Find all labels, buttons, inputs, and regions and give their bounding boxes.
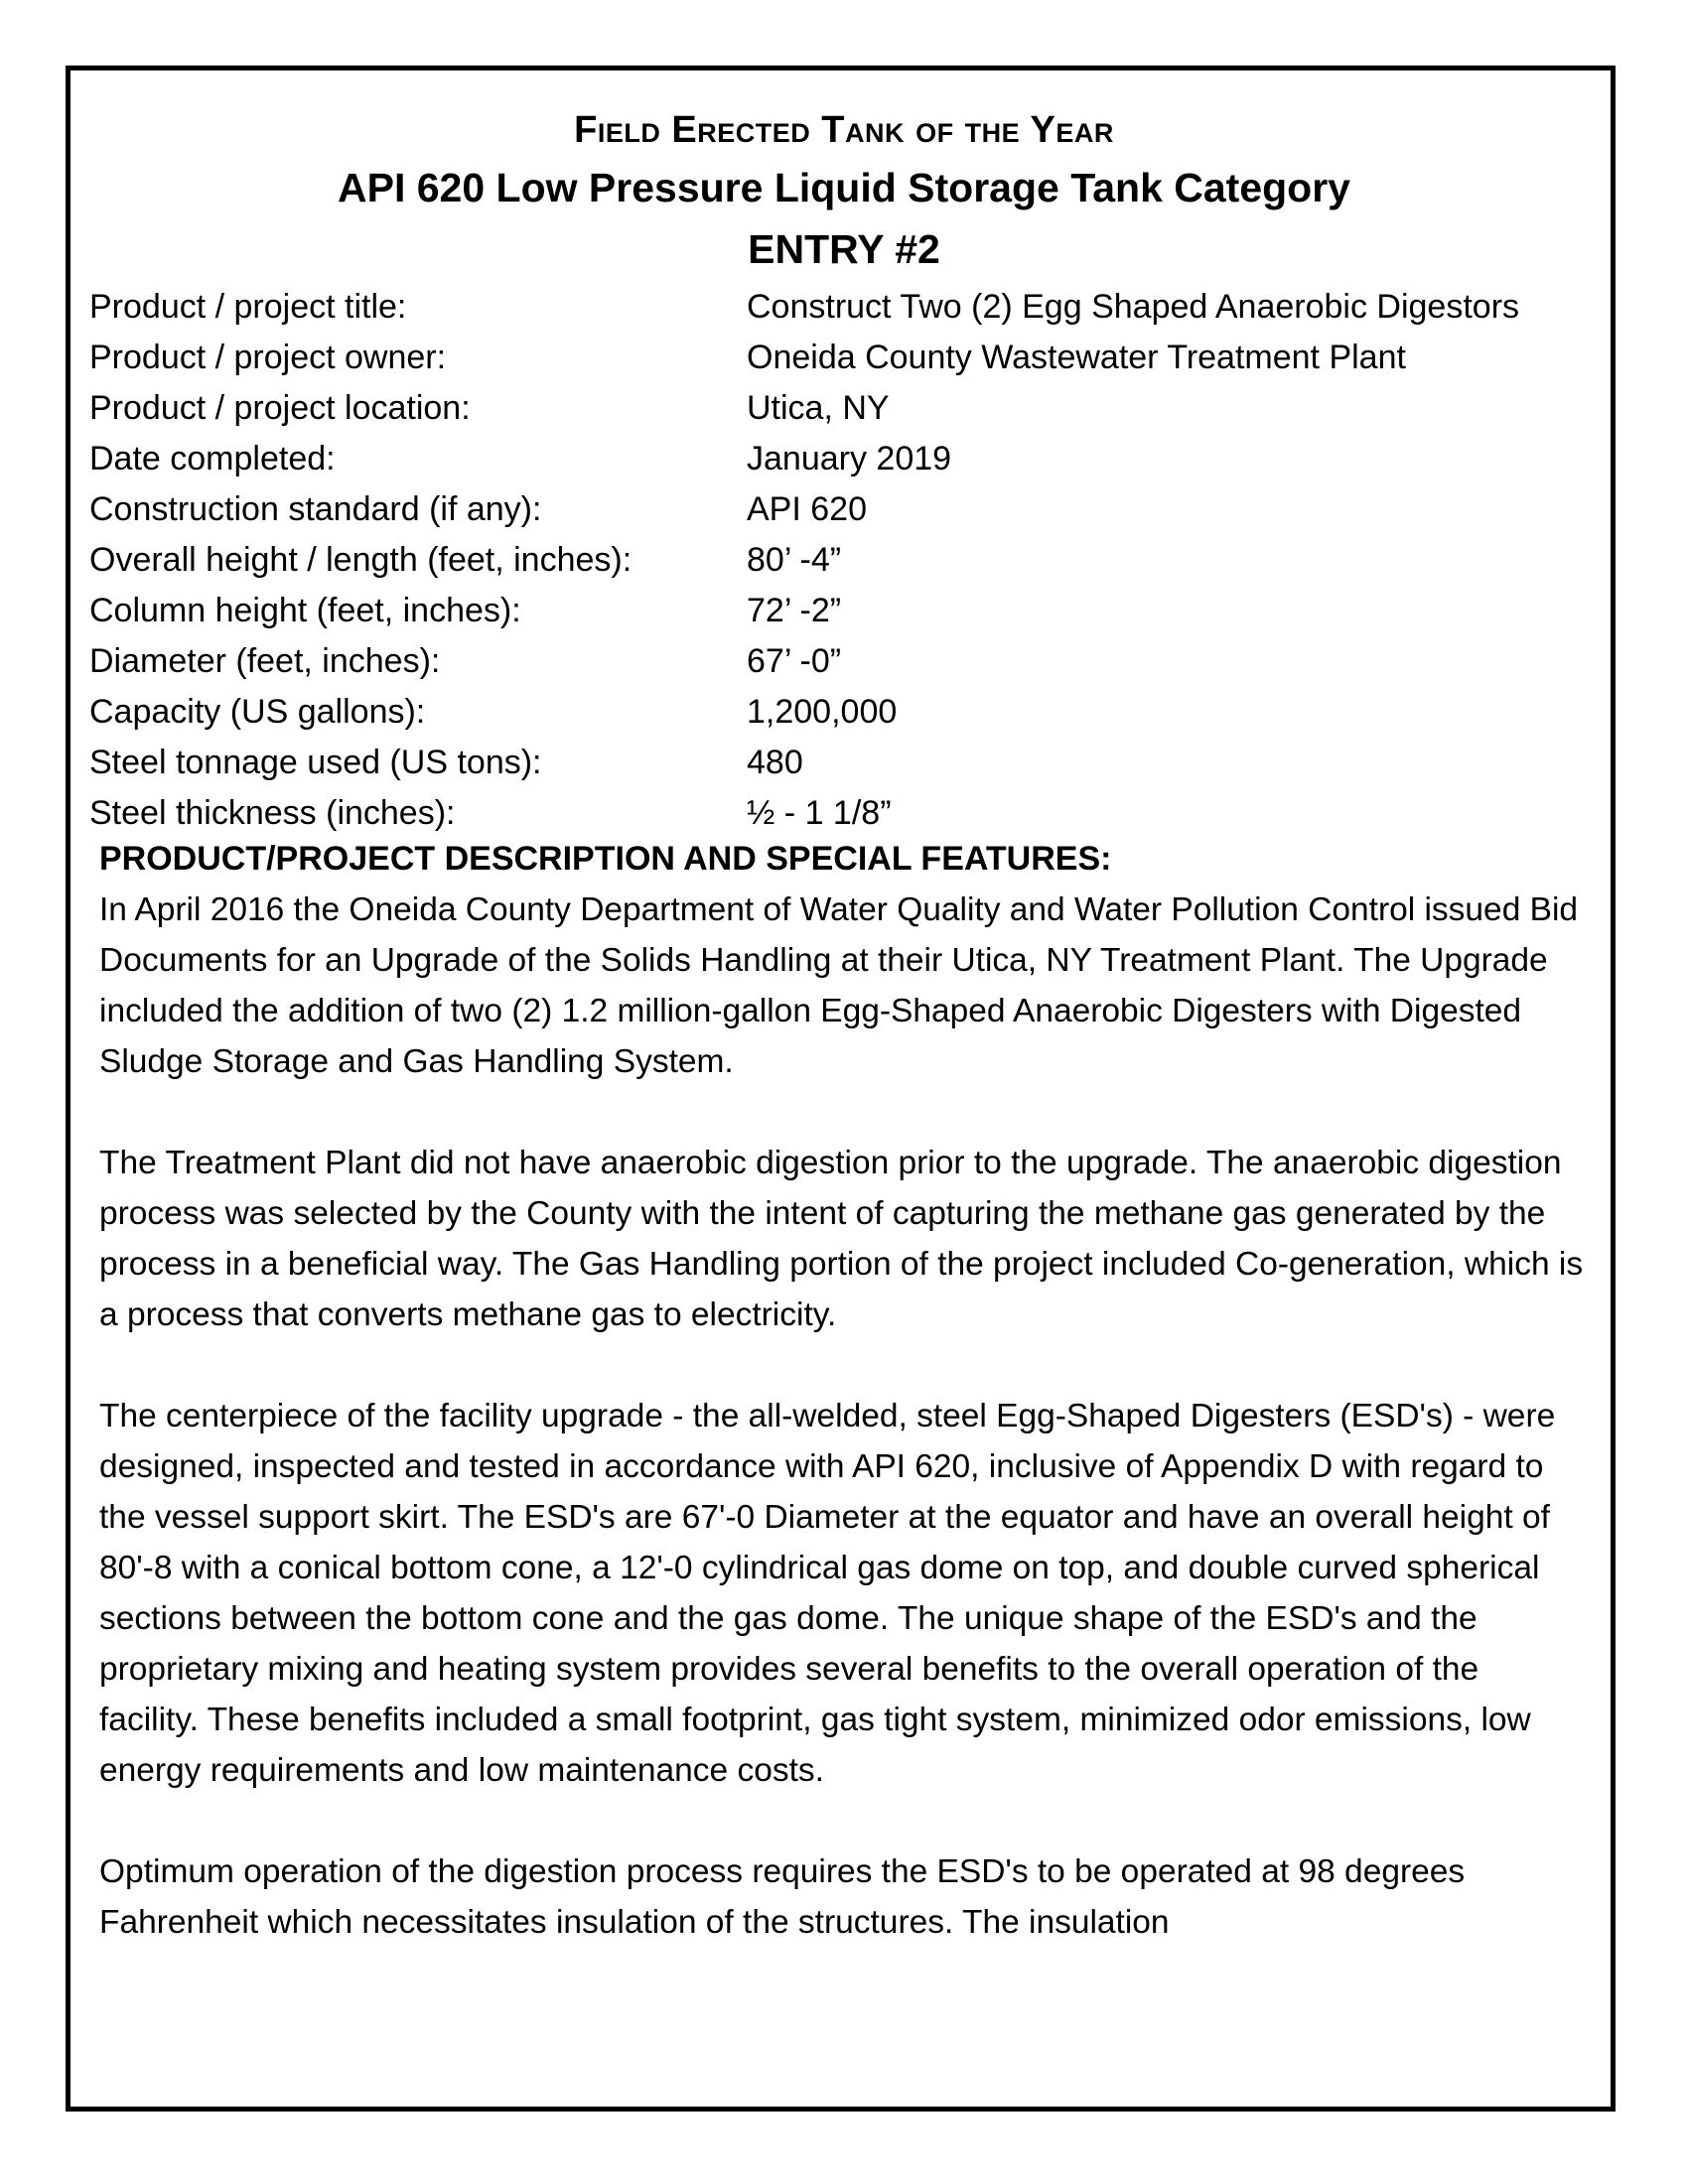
spec-row-standard xyxy=(89,484,1599,535)
spec-value: 72’ -2” xyxy=(747,592,842,629)
spec-value: 80’ -4” xyxy=(747,541,842,579)
spec-value: January 2019 xyxy=(747,440,952,478)
spec-label: Steel thickness (inches): xyxy=(89,794,456,832)
spec-row-owner xyxy=(89,333,1599,383)
spec-row-location xyxy=(89,383,1599,434)
description-paragraph: In April 2016 the Oneida County Department of Water Quality and Water Pollution Control issued Bid Documents for an Upgrade of the Solids Handling at their Utica, NY Treatment Plant. The Upgrade included the addition of two (2) 1.2 million-gallon Egg-Shaped Anaerobic Digesters with Digested Sludge Storage and Gas Handling System. xyxy=(99,891,1579,1080)
spec-label: Date completed: xyxy=(89,440,336,478)
spec-row-capacity xyxy=(89,687,1599,738)
description-heading: PRODUCT/PROJECT DESCRIPTION AND SPECIAL FEATURES: xyxy=(99,840,1112,878)
spec-row-column-height xyxy=(89,586,1599,636)
spec-label: Product / project title: xyxy=(89,288,407,326)
spec-value: Oneida County Wastewater Treatment Plant xyxy=(747,339,1406,376)
spec-row-diameter xyxy=(89,636,1599,687)
spec-label: Steel tonnage used (US tons): xyxy=(89,744,542,781)
spec-row-overall-height xyxy=(89,535,1599,586)
description-body xyxy=(99,885,1584,1998)
spec-value: 1,200,000 xyxy=(747,693,898,731)
category-label: Field Erected Tank of the Year xyxy=(574,109,1114,151)
spec-table xyxy=(89,282,1599,839)
spec-label: Overall height / length (feet, inches): xyxy=(89,541,633,579)
spec-label: Product / project owner: xyxy=(89,339,447,376)
entry-label: ENTRY #2 xyxy=(748,226,940,272)
spec-row-date xyxy=(89,434,1599,484)
spec-value: 67’ -0” xyxy=(747,642,842,680)
spec-label: Capacity (US gallons): xyxy=(89,693,426,731)
spec-value: 480 xyxy=(747,744,803,781)
spec-value: API 620 xyxy=(747,490,867,528)
spec-label: Column height (feet, inches): xyxy=(89,592,521,629)
spec-label: Product / project location: xyxy=(89,389,471,427)
spec-value: Construct Two (2) Egg Shaped Anaerobic Digestors xyxy=(747,288,1520,326)
spec-value: ½ - 1 1/8” xyxy=(747,794,892,832)
spec-value: Utica, NY xyxy=(747,389,890,427)
spec-row-title xyxy=(89,282,1599,333)
spec-label: Construction standard (if any): xyxy=(89,490,542,528)
spec-row-tonnage xyxy=(89,738,1599,788)
spec-label: Diameter (feet, inches): xyxy=(89,642,441,680)
spec-row-thickness xyxy=(89,788,1599,839)
category-title: API 620 Low Pressure Liquid Storage Tank Category xyxy=(338,165,1350,210)
description-paragraph: Optimum operation of the digestion process requires the ESD's to be operated at 98 degrees Fahrenheit which necessitates insulation of the structures. The insulation xyxy=(99,1853,1466,1941)
description-paragraph: The Treatment Plant did not have anaerobic digestion prior to the upgrade. The anaerobic digestion process was selected by the County with the intent of capturing the methane gas generated by the process in a beneficial way. The Gas Handling portion of the project included Co-generation, which is a process that converts methane gas to electricity. xyxy=(99,1145,1584,1333)
description-paragraph: The centerpiece of the facility upgrade - the all-welded, steel Egg-Shaped Digesters (ESD's) - were designed, inspected and tested in accordance with API 620, inclusive of Appendix D with regard to the vessel support skirt. The ESD's are 67'-0 Diameter at the equator and have an overall height of 80'-8 with a conical bottom cone, a 12'-0 cylindrical gas dome on top, and double curved spherical sections between the bottom cone and the gas dome. The unique shape of the ESD's and the proprietary mixing and heating system provides several benefits to the overall operation of the facility. These benefits included a small footprint, gas tight system, minimized odor emissions, low energy requirements and low maintenance costs. xyxy=(99,1398,1556,1789)
